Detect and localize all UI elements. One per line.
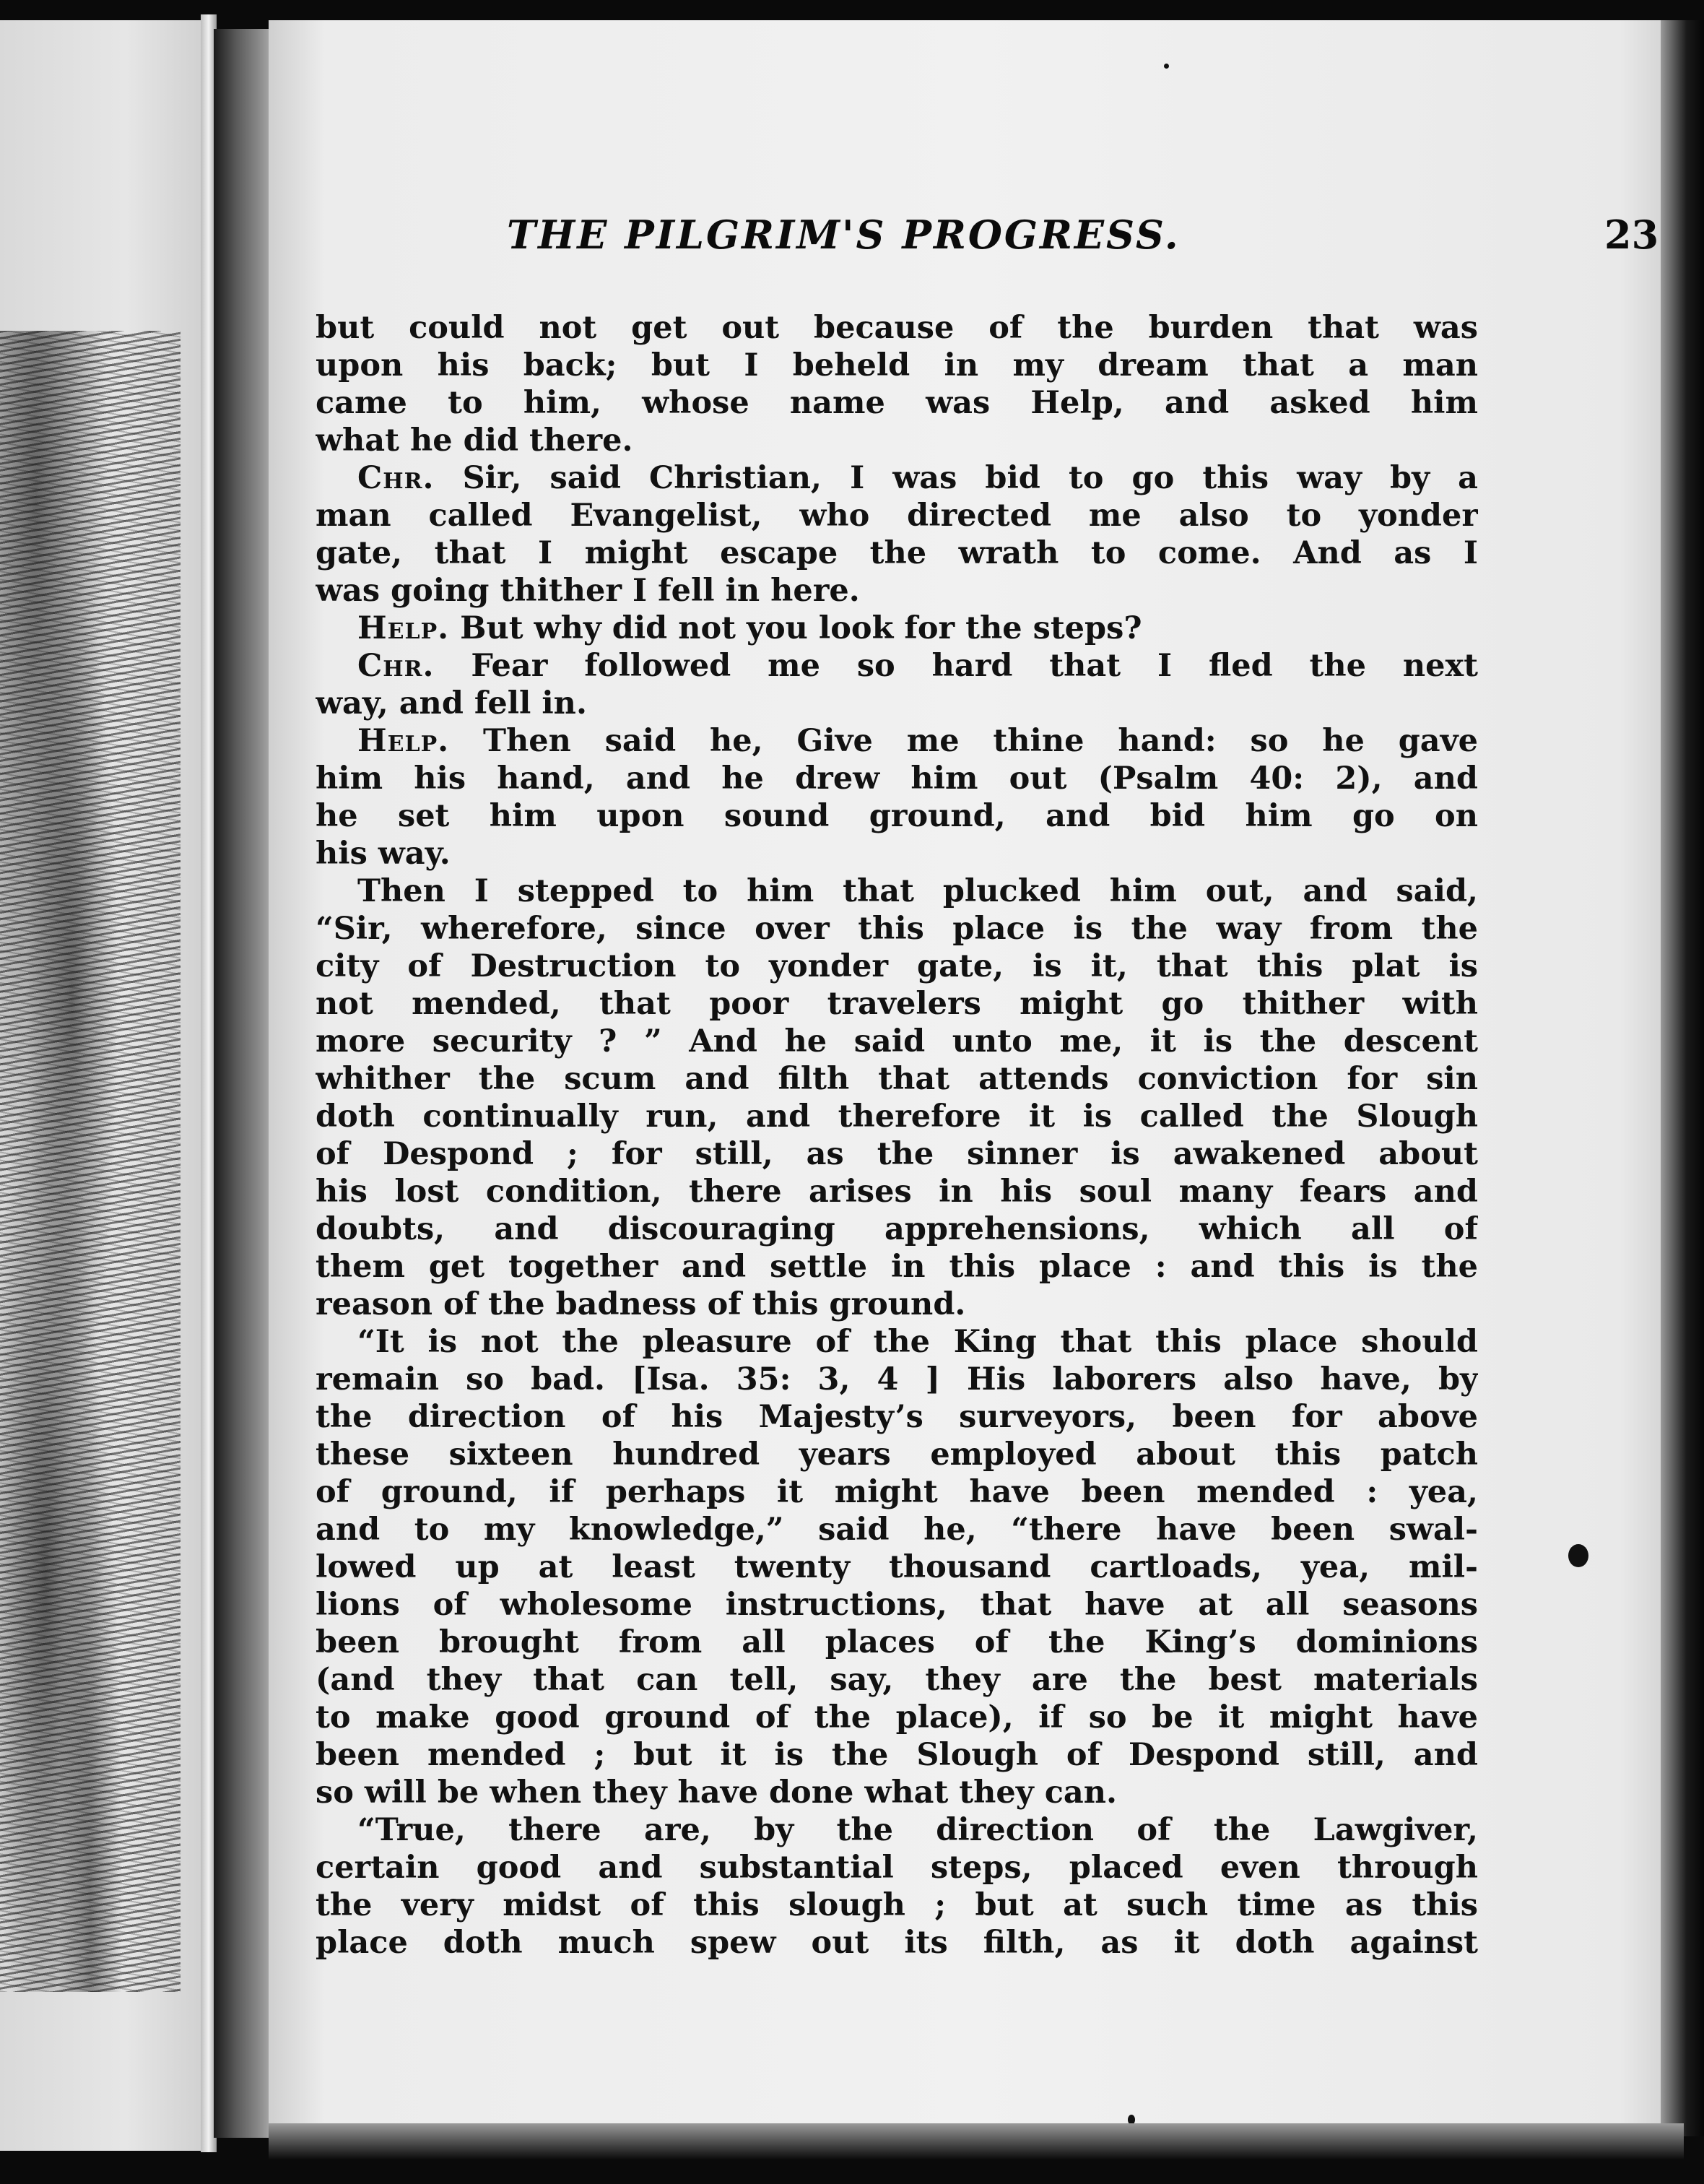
text-line (316, 760, 1478, 797)
text-line (316, 1511, 1478, 1548)
text-line (316, 1624, 1478, 1661)
text-line (316, 1886, 1478, 1924)
text-line (316, 1736, 1478, 1774)
text-line (316, 1060, 1478, 1098)
text-line (316, 872, 1478, 910)
text-line (316, 1286, 1478, 1323)
text-line (316, 1248, 1478, 1286)
scan-speck (1164, 64, 1169, 69)
line-text: “True, there are, by the direction of the Lawgiver, (357, 1812, 1478, 1848)
text-line (316, 1774, 1478, 1811)
line-text: them get together and settle in this place : and this is the (316, 1249, 1478, 1285)
text-line (316, 309, 1478, 347)
line-text: not mended, that poor travelers might go thither with (316, 986, 1478, 1022)
right-page (269, 20, 1677, 2136)
text-line (316, 1661, 1478, 1699)
line-text: Fear followed me so hard that I fled the next (471, 648, 1478, 684)
text-line (316, 1699, 1478, 1736)
line-text: doubts, and discouraging apprehensions, which all of (316, 1211, 1478, 1247)
line-text: so will be when they have done what they can. (316, 1774, 1118, 1811)
page-number: 23 (1604, 212, 1659, 258)
text-line (316, 1135, 1478, 1173)
line-text: remain so bad. [Isa. 35: 3, 4 ] His laborers also have, by (316, 1361, 1478, 1398)
text-line (316, 722, 1478, 760)
line-text: Then I stepped to him that plucked him out, and said, (357, 873, 1478, 909)
line-text: to make good ground of the place), if so be it might have (316, 1699, 1478, 1736)
running-head (507, 212, 1662, 277)
page-edge-shadow (1661, 20, 1704, 2136)
line-text: more security ? ” And he said unto me, it is the descent (316, 1023, 1478, 1060)
page-bottom-shadow (269, 2123, 1684, 2184)
line-text: certain good and substantial steps, placed even through (316, 1850, 1478, 1886)
text-line (316, 610, 1478, 647)
line-text: reason of the badness of this ground. (316, 1286, 966, 1322)
text-line (316, 835, 1478, 872)
text-line (316, 1361, 1478, 1398)
line-text: upon his back; but I beheld in my dream that a man (316, 347, 1478, 384)
text-line (316, 1023, 1478, 1060)
speaker-label: Help. (357, 723, 450, 759)
speaker-label: Chr. (357, 648, 435, 684)
left-facing-page (0, 20, 209, 2151)
line-text: lions of wholesome instructions, that have at all seasons (316, 1587, 1478, 1623)
line-text: these sixteen hundred years employed about this patch (316, 1436, 1478, 1473)
text-line (316, 1924, 1478, 1962)
text-line (316, 1210, 1478, 1248)
line-text: city of Destruction to yonder gate, is it, that this plat is (316, 948, 1478, 984)
speaker-label: Chr. (357, 460, 435, 496)
line-text: Sir, said Christian, I was bid to go this way by a (462, 460, 1478, 496)
line-text: the direction of his Majesty’s surveyors, been for above (316, 1399, 1478, 1435)
text-line (316, 1323, 1478, 1361)
text-line (316, 685, 1478, 722)
line-text: of Despond ; for still, as the sinner is awakened about (316, 1136, 1478, 1172)
text-line (316, 1548, 1478, 1586)
line-text: came to him, whose name was Help, and asked him (316, 385, 1478, 421)
line-text: him his hand, and he drew him out (Psalm 40: 2), and (316, 760, 1478, 797)
line-text: was going thither I fell in here. (316, 573, 860, 609)
text-line (316, 497, 1478, 534)
text-line (316, 1098, 1478, 1135)
text-line (316, 1398, 1478, 1436)
line-text: but could not get out because of the burden that was (316, 310, 1478, 346)
text-line (316, 797, 1478, 835)
line-text: been brought from all places of the King’s dominions (316, 1624, 1478, 1660)
text-line (316, 1811, 1478, 1849)
line-text: “It is not the pleasure of the King that this place should (357, 1324, 1478, 1360)
line-text: gate, that I might escape the wrath to come. And as I (316, 535, 1478, 571)
text-line (316, 422, 1478, 459)
line-text: and to my knowledge,” said he, “there have been swal- (316, 1512, 1478, 1548)
scan-speck (1568, 1544, 1588, 1567)
speaker-label: Help. (357, 610, 450, 646)
line-text: But why did not you look for the steps? (460, 610, 1142, 646)
text-line (316, 948, 1478, 985)
text-line (316, 647, 1478, 685)
line-text: lowed up at least twenty thousand cartloads, yea, mil- (316, 1549, 1478, 1585)
line-text: his way. (316, 836, 451, 872)
text-line (316, 384, 1478, 422)
line-text: his lost condition, there arises in his soul many fears and (316, 1174, 1478, 1210)
body-text (316, 309, 1478, 1962)
line-text: Then said he, Give me thine hand: so he gave (482, 723, 1478, 759)
line-text: what he did there. (316, 422, 633, 459)
line-text: man called Evangelist, who directed me also to yonder (316, 498, 1478, 534)
text-line (316, 910, 1478, 948)
line-text: (and they that can tell, say, they are the best materials (316, 1662, 1478, 1698)
line-text: of ground, if perhaps it might have been mended : yea, (316, 1474, 1478, 1510)
line-text: he set him upon sound ground, and bid him go on (316, 798, 1478, 834)
line-text: way, and fell in. (316, 685, 587, 722)
text-line (316, 1586, 1478, 1624)
line-text: place doth much spew out its filth, as it doth against (316, 1925, 1478, 1961)
line-text: the very midst of this slough ; but at such time as this (316, 1887, 1478, 1923)
line-text: whither the scum and filth that attends conviction for sin (316, 1061, 1478, 1097)
text-line (316, 1473, 1478, 1511)
text-line (316, 572, 1478, 610)
line-text: been mended ; but it is the Slough of Despond still, and (316, 1737, 1478, 1773)
text-line (316, 985, 1478, 1023)
text-line (316, 1436, 1478, 1473)
engraving-fragment (0, 331, 181, 1992)
text-line (316, 459, 1478, 497)
text-line (316, 1173, 1478, 1210)
text-line (316, 347, 1478, 384)
text-line (316, 1849, 1478, 1886)
running-title: THE PILGRIM'S PROGRESS. (507, 212, 1181, 258)
text-line (316, 534, 1478, 572)
line-text: “Sir, wherefore, since over this place is the way from the (316, 911, 1478, 947)
line-text: doth continually run, and therefore it is called the Slough (316, 1098, 1478, 1135)
